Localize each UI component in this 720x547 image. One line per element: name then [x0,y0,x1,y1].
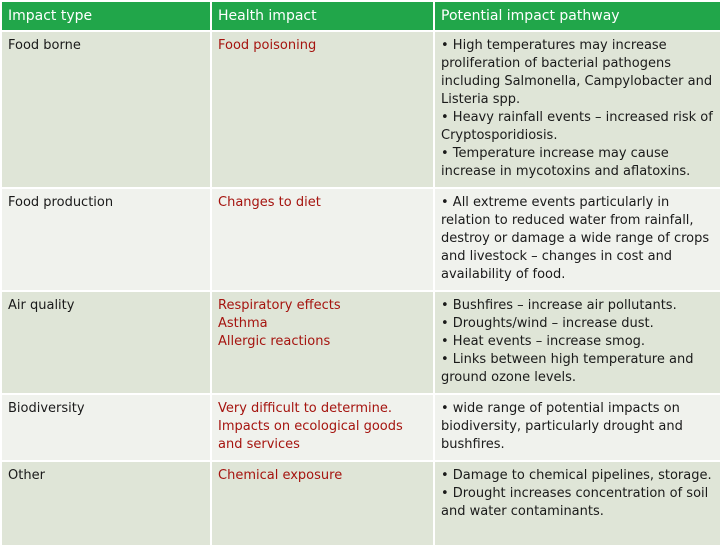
health-impact-cell [211,461,434,546]
pathway-bullet: • Heavy rainfall events – increased risk of Cryptosporidiosis. [441,110,713,143]
table-row [1,461,720,546]
pathway-bullet: • Bushfires – increase air pollutants. [441,298,677,313]
header-row [1,1,720,31]
pathway-bullet: • High temperatures may increase proliferation of bacterial pathogens including Salmonella, Campylobacter and Listeria spp. [441,38,713,107]
header-health-impact: Health impact [211,1,434,31]
impact-type-cell: Biodiversity [1,394,211,461]
health-impact-line: Very difficult to determine. Impacts on ecological goods and services [218,401,403,452]
pathway-bullet: • wide range of potential impacts on biodiversity, particularly drought and bushfires. [441,401,683,452]
pathway-bullet: • Droughts/wind – increase dust. [441,316,654,331]
pathway-cell [434,461,720,546]
pathway-cell [434,188,720,291]
table-row [1,394,720,461]
impact-type-cell: Food borne [1,31,211,188]
header-pathway: Potential impact pathway [434,1,720,31]
pathway-bullet: • Heat events – increase smog. [441,334,646,349]
pathway-bullet: • Temperature increase may cause increase in mycotoxins and aflatoxins. [441,146,691,179]
table-row [1,31,720,188]
impact-type-cell: Air quality [1,291,211,394]
pathway-cell [434,31,720,188]
impact-type-cell: Food production [1,188,211,291]
pathway-cell [434,291,720,394]
health-impact-line: Food poisoning [218,38,317,53]
health-impact-cell [211,291,434,394]
health-impact-line: Chemical exposure [218,468,343,483]
impact-type-cell: Other [1,461,211,546]
health-impact-line: Changes to diet [218,195,321,210]
pathway-bullet: • Damage to chemical pipelines, storage. [441,468,712,483]
health-impact-line: Asthma [218,316,268,331]
header-impact-type: Impact type [1,1,211,31]
health-impact-cell [211,188,434,291]
table-row [1,188,720,291]
health-impact-line: Allergic reactions [218,334,331,349]
health-impact-cell [211,31,434,188]
pathway-cell [434,394,720,461]
pathway-bullet: • All extreme events particularly in relation to reduced water from rainfall, destroy or damage a wide range of crops and livestock – changes in cost and availability of food. [441,195,710,282]
pathway-bullet: • Links between high temperature and ground ozone levels. [441,352,694,385]
health-impact-line: Respiratory effects [218,298,341,313]
pathway-bullet: • Drought increases concentration of soil and water contaminants. [441,486,709,519]
health-impact-cell [211,394,434,461]
table-row [1,291,720,394]
